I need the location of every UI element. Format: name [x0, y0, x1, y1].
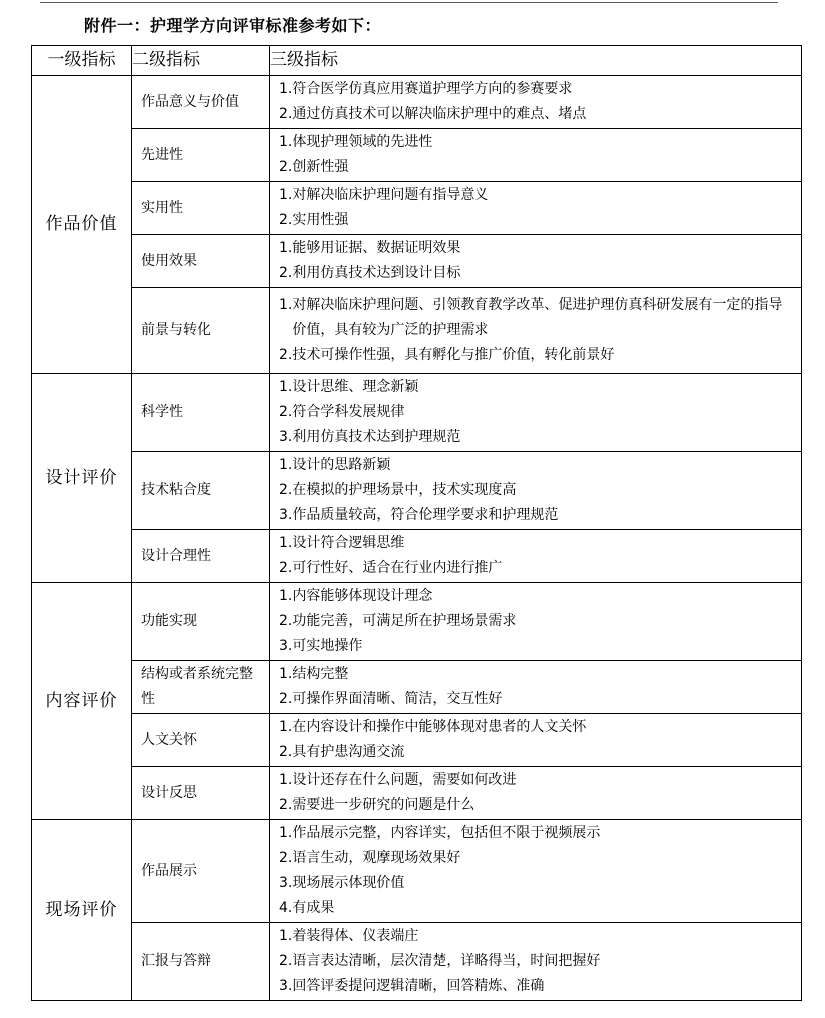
table-row: [32, 452, 802, 530]
criterion-text: 语言表达清晰，层次清楚，详略得当，时间把握好: [292, 953, 601, 969]
criterion-item: [279, 846, 795, 871]
table-row: [32, 235, 802, 288]
criterion-number: 1.: [279, 772, 293, 788]
level2-cell: 科学性: [132, 374, 270, 452]
criterion-item: [279, 556, 795, 581]
criterion-item: [279, 425, 795, 450]
criterion-item: [279, 236, 795, 261]
criterion-number: 2.: [279, 797, 293, 813]
criterion-text: 现场展示体现价值: [292, 875, 405, 891]
criterion-item: [279, 974, 795, 999]
table-row: [32, 923, 802, 1001]
criterion-text: 具有护患沟通交流: [292, 744, 405, 760]
criterion-item: [279, 155, 795, 180]
criterion-item: [279, 871, 795, 896]
criterion-number: 2.: [279, 744, 293, 760]
criterion-text: 利用仿真技术达到设计目标: [292, 265, 461, 281]
criterion-number: 1.: [279, 457, 293, 473]
header-level2: 二级指标: [132, 46, 270, 76]
criterion-item: [279, 740, 795, 765]
criterion-text: 在模拟的护理场景中，技术实现度高: [292, 482, 517, 498]
criterion-item: [279, 793, 795, 818]
level3-cell: [270, 182, 802, 235]
criterion-text: 回答评委提问逻辑清晰，回答精炼、准确: [292, 978, 545, 994]
criterion-number: 1.: [279, 588, 293, 604]
criterion-text: 体现护理领域的先进性: [292, 134, 433, 150]
criterion-number: 3.: [279, 638, 293, 654]
criterion-text: 技术可操作性强，具有孵化与推广价值，转化前景好: [292, 347, 615, 363]
criterion-number: 2.: [279, 106, 293, 122]
criterion-text: 可实地操作: [292, 638, 363, 654]
level3-cell: [270, 820, 802, 923]
criterion-text: 有成果: [292, 900, 335, 916]
criterion-number: 2.: [279, 265, 293, 281]
criterion-item: [279, 343, 795, 368]
criterion-text: 通过仿真技术可以解决临床护理中的难点、堵点: [292, 106, 587, 122]
criterion-item: [279, 130, 795, 155]
level3-cell: [270, 129, 802, 182]
table-row: [32, 288, 802, 374]
criterion-item: [279, 662, 795, 687]
criterion-item: [279, 584, 795, 609]
criterion-text: 利用仿真技术达到护理规范: [292, 429, 461, 445]
level2-cell: 汇报与答辩: [132, 923, 270, 1001]
level1-cell: 现场评价: [32, 820, 132, 1001]
level3-cell: [270, 235, 802, 288]
criterion-number: 1.: [279, 535, 293, 551]
level1-cell: 作品价值: [32, 76, 132, 374]
criterion-item: [279, 634, 795, 659]
table-row: [32, 129, 802, 182]
criterion-item: [279, 715, 795, 740]
header-level3: 三级指标: [270, 46, 802, 76]
criterion-text: 作品展示完整，内容详实，包括但不限于视频展示: [292, 825, 601, 841]
criterion-item: [279, 687, 795, 712]
level2-cell: 结构或者系统完整性: [132, 661, 270, 714]
criterion-text: 创新性强: [292, 159, 349, 175]
table-row: [32, 661, 802, 714]
criterion-number: 1.: [279, 719, 293, 735]
level3-cell: [270, 714, 802, 767]
level2-cell: 作品展示: [132, 820, 270, 923]
criterion-number: 3.: [279, 429, 293, 445]
criterion-number: 1.: [279, 928, 293, 944]
criterion-number: 3.: [279, 978, 293, 994]
criterion-text: 设计符合逻辑思维: [292, 535, 405, 551]
criterion-text: 在内容设计和操作中能够体现对患者的人文关怀: [292, 719, 587, 735]
level3-cell: [270, 583, 802, 661]
header-level1: 一级指标: [32, 46, 132, 76]
criterion-number: 1.: [279, 825, 293, 841]
criterion-number: 2.: [279, 691, 293, 707]
criterion-text: 设计的思路新颖: [292, 457, 391, 473]
level2-cell: 使用效果: [132, 235, 270, 288]
criterion-number: 1.: [279, 240, 293, 256]
criterion-text: 结构完整: [292, 666, 349, 682]
level2-cell: 设计合理性: [132, 530, 270, 583]
level2-cell: 前景与转化: [132, 288, 270, 374]
criterion-number: 4.: [279, 900, 293, 916]
criterion-text: 语言生动，观摩现场效果好: [292, 850, 461, 866]
criterion-text: 设计思维、理念新颖: [292, 379, 419, 395]
criterion-number: 2.: [279, 613, 293, 629]
criterion-text: 对解决临床护理问题有指导意义: [292, 187, 489, 203]
criterion-item: [279, 77, 795, 102]
document-title: 附件一：护理学方向评审标准参考如下：: [84, 16, 382, 35]
criterion-item: [279, 924, 795, 949]
criterion-item: [279, 478, 795, 503]
criterion-item: [279, 609, 795, 634]
criterion-item: [279, 503, 795, 528]
level2-cell: 技术粘合度: [132, 452, 270, 530]
level1-cell: 设计评价: [32, 374, 132, 583]
level2-cell: 先进性: [132, 129, 270, 182]
level3-cell: [270, 923, 802, 1001]
table-row: [32, 530, 802, 583]
criterion-item: [279, 531, 795, 556]
criterion-number: 2.: [279, 404, 293, 420]
criterion-text: 可操作界面清晰、简洁，交互性好: [292, 691, 503, 707]
criterion-text: 功能完善，可满足所在护理场景需求: [292, 613, 517, 629]
criterion-text: 设计还存在什么问题，需要如何改进: [292, 772, 517, 788]
table-row: [32, 820, 802, 923]
header-row: [32, 46, 802, 76]
criterion-text: 可行性好、适合在行业内进行推广: [292, 560, 503, 576]
criterion-text: 符合学科发展规律: [292, 404, 405, 420]
criterion-text: 能够用证据、数据证明效果: [292, 240, 461, 256]
level2-cell: 人文关怀: [132, 714, 270, 767]
criterion-number: 2.: [279, 482, 293, 498]
table-row: [32, 767, 802, 820]
level2-cell: 实用性: [132, 182, 270, 235]
criterion-item: [279, 768, 795, 793]
criterion-text: 实用性强: [292, 212, 349, 228]
table-row: [32, 374, 802, 452]
criterion-number: 2.: [279, 212, 293, 228]
criteria-table: [31, 45, 802, 1001]
criterion-item: [279, 400, 795, 425]
criterion-number: 1.: [279, 297, 293, 313]
criterion-item: [279, 183, 795, 208]
table-row: [32, 182, 802, 235]
top-rule: [40, 2, 778, 3]
criterion-number: 1.: [279, 81, 293, 97]
criterion-item: [279, 453, 795, 478]
criterion-number: 2.: [279, 159, 293, 175]
criterion-item: [279, 949, 795, 974]
criterion-text: 作品质量较高，符合伦理学要求和护理规范: [292, 507, 559, 523]
level3-cell: [270, 374, 802, 452]
level2-cell: 设计反思: [132, 767, 270, 820]
criterion-text: 符合医学仿真应用赛道护理学方向的参赛要求: [292, 81, 573, 97]
criterion-number: 1.: [279, 666, 293, 682]
criterion-number: 2.: [279, 347, 293, 363]
criterion-item: [279, 375, 795, 400]
table-row: [32, 583, 802, 661]
criterion-number: 1.: [279, 379, 293, 395]
criterion-text: 着装得体、仪表端庄: [292, 928, 419, 944]
criteria-body: [32, 76, 802, 1001]
criterion-number: 2.: [279, 850, 293, 866]
level3-cell: [270, 767, 802, 820]
criterion-item: [279, 821, 795, 846]
criterion-number: 3.: [279, 507, 293, 523]
level3-cell: [270, 530, 802, 583]
level2-cell: 功能实现: [132, 583, 270, 661]
level3-cell: [270, 288, 802, 374]
criterion-item: [279, 102, 795, 127]
criterion-text: 内容能够体现设计理念: [292, 588, 433, 604]
criterion-number: 3.: [279, 875, 293, 891]
criterion-item: [279, 208, 795, 233]
criterion-item: [279, 293, 795, 343]
criterion-item: [279, 261, 795, 286]
criterion-text: 需要进一步研究的问题是什么: [292, 797, 475, 813]
criterion-number: 1.: [279, 134, 293, 150]
level2-cell: 作品意义与价值: [132, 76, 270, 129]
criterion-item: [279, 896, 795, 921]
criterion-number: 2.: [279, 560, 293, 576]
level1-cell: 内容评价: [32, 583, 132, 820]
table-row: [32, 714, 802, 767]
table-row: [32, 76, 802, 129]
criterion-number: 1.: [279, 187, 293, 203]
criterion-text: 对解决临床护理问题、引领教育教学改革、促进护理仿真科研发展有一定的指导价值，具有较为广泛的护理需求: [292, 297, 783, 338]
level3-cell: [270, 661, 802, 714]
level3-cell: [270, 76, 802, 129]
criterion-number: 2.: [279, 953, 293, 969]
level3-cell: [270, 452, 802, 530]
